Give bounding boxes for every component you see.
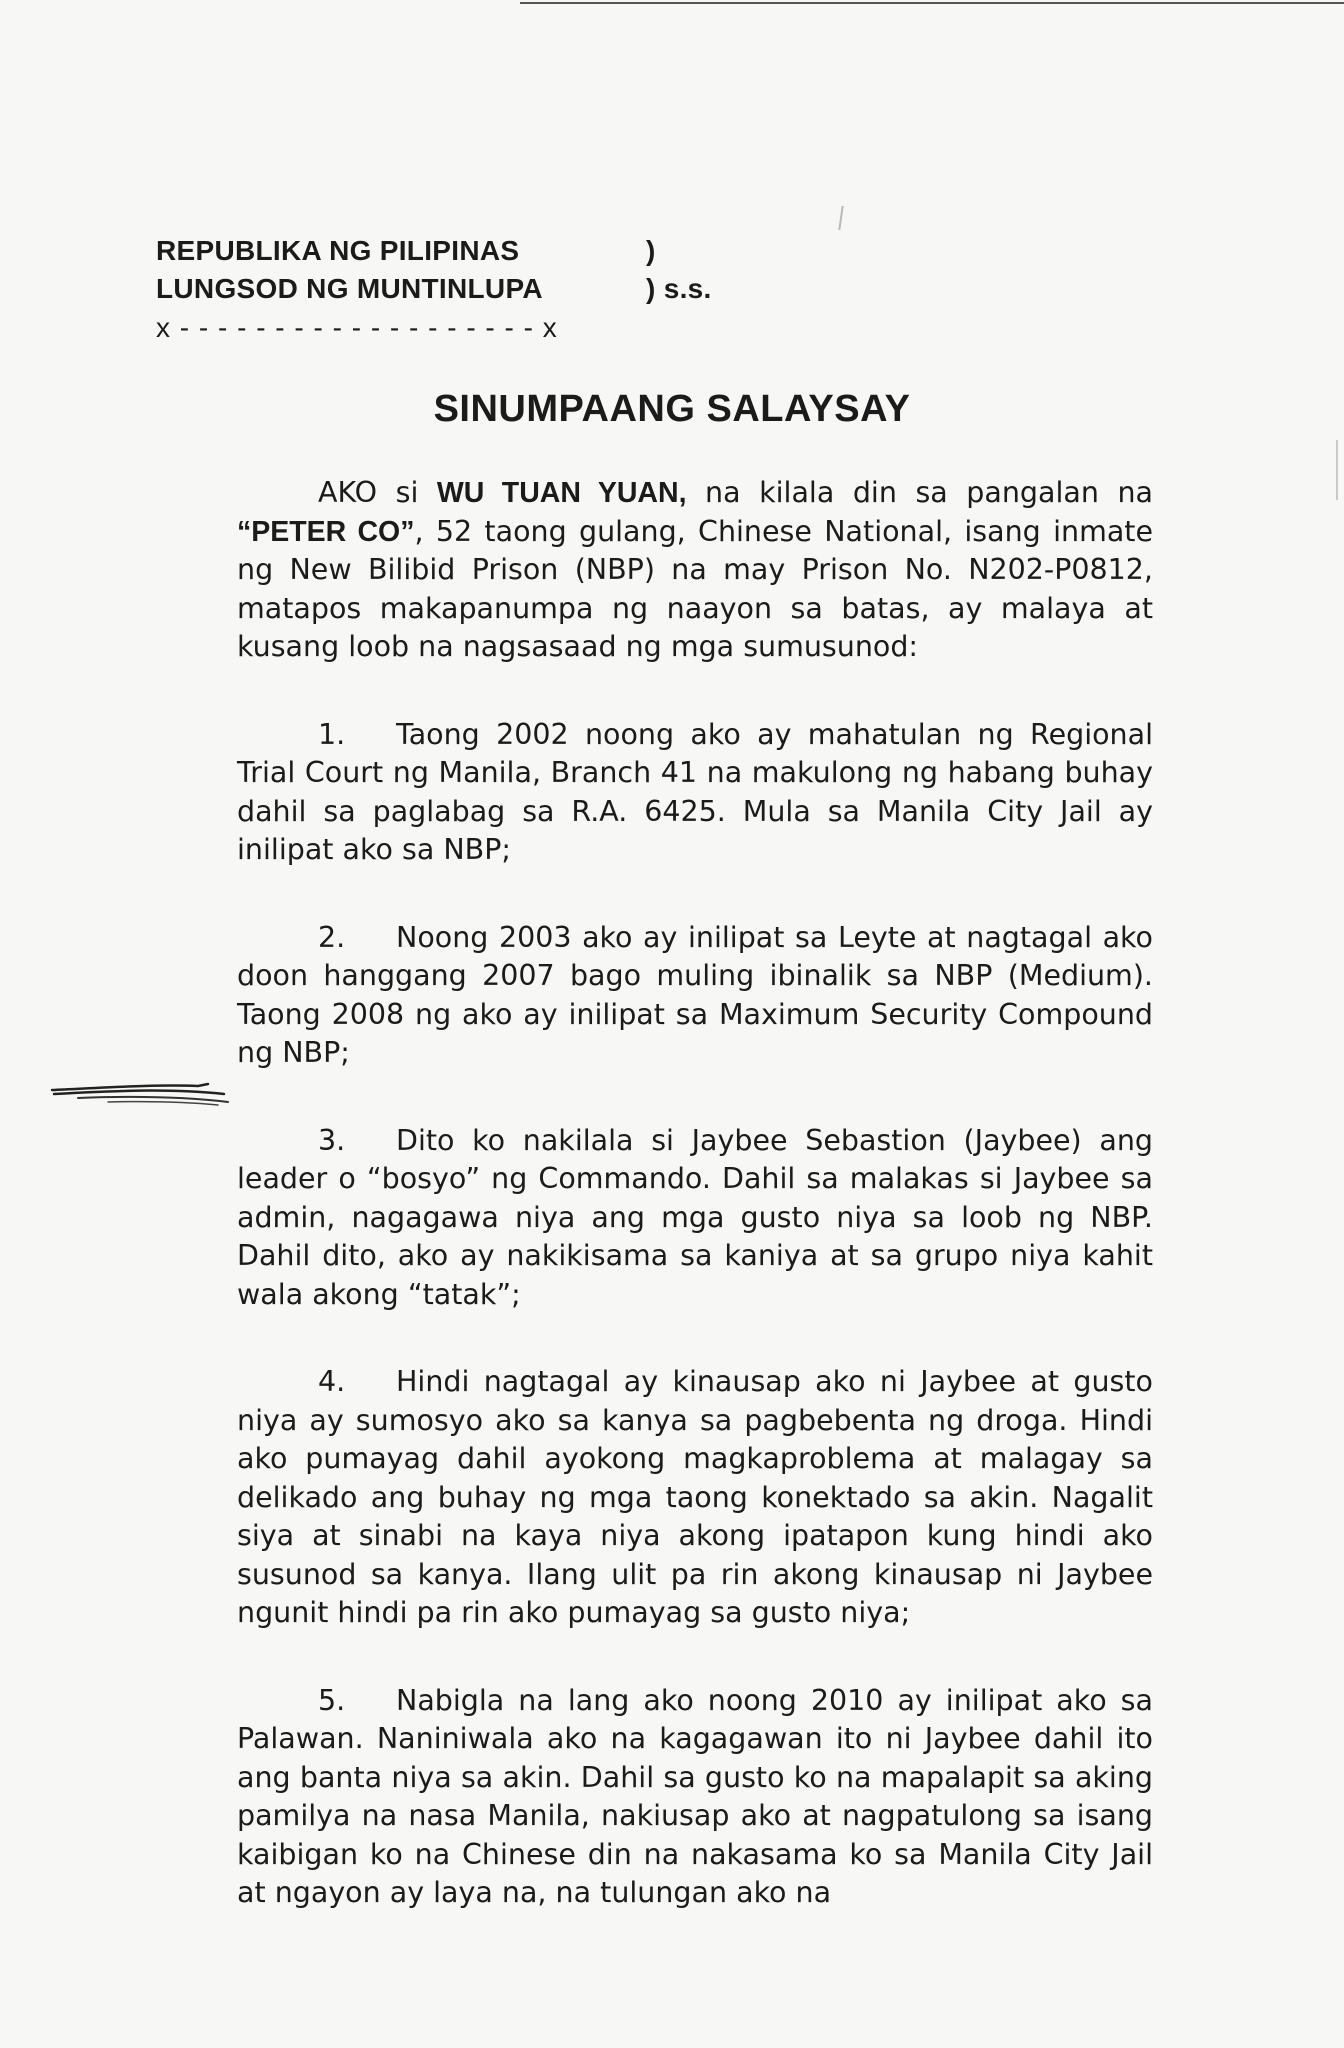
numbered-paragraph-5 [237, 1682, 1153, 1913]
document-caption [156, 232, 712, 308]
scan-top-edge-line [520, 2, 1344, 4]
paragraph-text: Taong 2002 noong ako ay mahatulan ng Regional Trial Court ng Manila, Branch 41 na makulong ng habang buhay dahil sa paglabag sa R.A. 6425. Mula sa Manila City Jail ay inilipat ako sa NBP; [237, 717, 1153, 866]
affiant-name: WU TUAN YUAN, [436, 477, 687, 509]
paragraph-number: 4. [318, 1365, 346, 1398]
affiant-alias: “PETER CO” [237, 515, 415, 548]
caption-line-1 [156, 232, 712, 270]
intro-text-3: , 52 taong gulang, Chinese National, isang inmate ng New Bilibid Prison (NBP) na may Prison No. N202-P0812, matapos makapanumpa ng naayon sa batas, ay malaya at kusang loob na nagsasaad ng mga sumusunod: [237, 514, 1153, 663]
document-body [237, 474, 1153, 1962]
stray-pen-mark [838, 206, 843, 230]
paragraph-number: 2. [318, 920, 346, 954]
caption-divider: x - - - - - - - - - - - - - - - - - - - x [156, 312, 558, 343]
caption-paren: ) [646, 235, 656, 266]
caption-republic: REPUBLIKA NG PILIPINAS [156, 235, 520, 266]
paragraph-number: 5. [318, 1683, 346, 1717]
paragraph-text: Hindi nagtagal ay kinausap ako ni Jaybee at gusto niya ay sumosyo ako sa kanya sa pagbebenta ng droga. Hindi ako pumayag dahil ayokong magkaproblema at malagay sa delikado ang buhay ng mga taong konektado sa akin. Nagalit siya at sinabi na kaya niya akong ipatapon kung hindi ako susunod sa kanya. Ilang ulit pa rin akong kinausap ni Jaybee ngunit hindi pa rin ako pumayag sa gusto niya; [237, 1365, 1153, 1629]
paragraph-text: Noong 2003 ako ay inilipat sa Leyte at nagtagal ako doon hanggang 2007 bago muling ibinalik sa NBP (Medium). Taong 2008 ng ako ay inilipat sa Maximum Security Compound ng NBP; [237, 920, 1153, 1069]
numbered-paragraph-2 [237, 919, 1153, 1073]
intro-text-2: na kilala din sa pangalan na [686, 476, 1153, 509]
numbered-paragraph-1 [237, 716, 1153, 870]
caption-ss: ) s.s. [646, 273, 712, 304]
numbered-paragraph-4 [237, 1363, 1153, 1633]
paragraph-text: Dito ko nakilala si Jaybee Sebastion (Jaybee) ang leader o “bosyo” ng Commando. Dahil sa malakas si Jaybee sa admin, nagagawa niya ang mga gusto niya sa loob ng NBP. Dahil dito, ako ay nakikisama sa kaniya at sa grupo niya kahit wala akong “tatak”; [237, 1123, 1153, 1311]
intro-text-1: AKO si [318, 476, 437, 509]
paragraph-number: 1. [318, 717, 346, 751]
paragraph-number: 3. [318, 1123, 346, 1157]
scan-margin-mark [1336, 440, 1338, 500]
caption-line-2 [156, 270, 712, 308]
document-title: SINUMPAANG SALAYSAY [433, 388, 911, 430]
handwritten-initial-mark [48, 1082, 238, 1112]
intro-paragraph [237, 474, 1153, 667]
numbered-paragraph-3 [237, 1122, 1153, 1315]
paragraph-text: Nabigla na lang ako noong 2010 ay inilipat ako sa Palawan. Naniniwala ako na kagagawan ito ni Jaybee dahil ito ang banta niya sa akin. Dahil sa gusto ko na mapalapit sa aking pamilya na nasa Manila, nakiusap ako at nagpatulong sa isang kaibigan ko na Chinese din na nakasama ko sa Manila City Jail at ngayon ay laya na, na tulungan ako na [237, 1683, 1153, 1909]
caption-city: LUNGSOD NG MUNTINLUPA [156, 273, 543, 304]
